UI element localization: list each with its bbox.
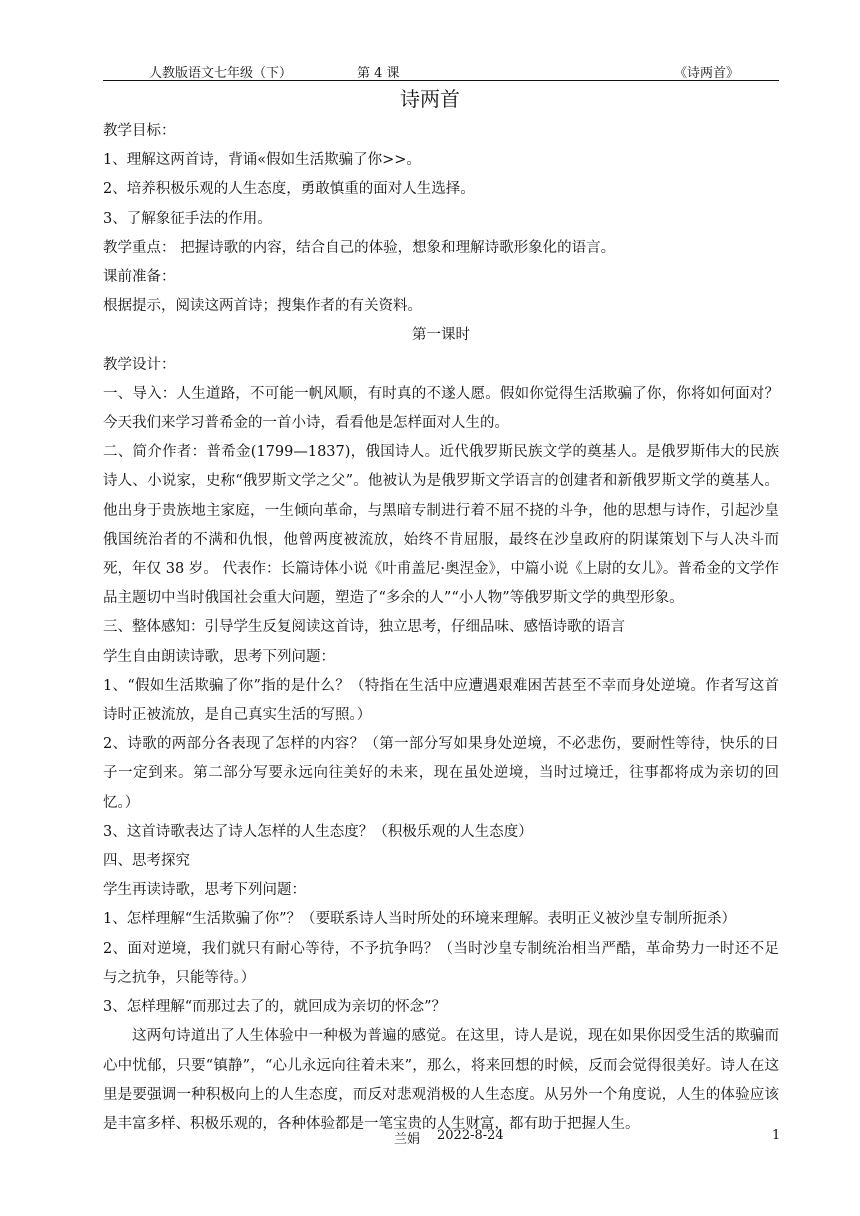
reading-instruction-2: 学生再读诗歌，思考下列问题： [103, 882, 306, 899]
page-footer [0, 1128, 860, 1148]
objective-2: 2、培养积极乐观的人生态度，勇敢慎重的面对人生选择。 [103, 181, 475, 198]
header-lesson: 第 4 课 [357, 66, 400, 81]
header-textbook: 人教版语文七年级（下） [149, 66, 293, 81]
question-1: 1、“假如生活欺骗了你”指的是什么？（特指在生活中应遭遇艰难困苦甚至不幸而身处逆境。作者写这首诗时正被流放，是自己真实生活的写照。） [103, 677, 779, 724]
lesson-period-heading: 第一课时 [412, 327, 470, 344]
reading-instruction-1: 学生自由朗读诗歌，思考下列问题： [103, 648, 335, 665]
question-3: 3、这首诗歌表达了诗人怎样的人生态度？（积极乐观的人生态度） [103, 823, 533, 840]
document-title: 诗两首 [400, 87, 460, 111]
section-overall-perception: 三、整体感知：引导学生反复阅读这首诗，独立思考，仔细品味、感悟诗歌的语言 [103, 619, 625, 636]
footer-author: 兰娟 [394, 1132, 421, 1147]
section-author-intro: 二、简介作者：普希金(1799—1837)，俄国诗人。近代俄罗斯民族文学的奠基人。是俄罗斯伟大的民族诗人、小说家，史称“俄罗斯文学之父”。他被认为是俄罗斯文学语言的创建者和新俄罗斯文学的奠基人。他出身于贵族地主家庭，一生倾向革命，与黑暗专制进行着不屈不挠的斗争，他的思想与诗作，引起沙皇俄国统治者的不满和仇恨，他曾两度被流放，始终不肯屈服，最终在沙皇政府的阴谋策划下与人决斗而死，年仅 38 岁。 代表作：长篇诗体小说《叶甫盖尼·奥涅金》，中篇小说《上尉的女儿》。普希金的文学作品主题切中当时俄国社会重大问题，塑造了“多余的人”“小人物”等俄罗斯文学的典型形象。 [103, 444, 779, 607]
question-2: 2、诗歌的两部分各表现了怎样的内容？（第一部分写如果身处逆境，不必悲伤，要耐性等待，快乐的日子一定到来。第二部分写要永远向往美好的未来，现在虽处逆境，当时过境迁，往事都将成为亲切的回忆。） [103, 736, 779, 811]
document-body [103, 117, 779, 1139]
design-heading: 教学设计： [103, 356, 176, 373]
exploration-answer-paragraph: 这两句诗道出了人生体验中一种极为普遍的感觉。在这里，诗人是说，现在如果你因受生活的欺骗而心中忧郁，只要“镇静”，“心儿永远向往着未来”，那么，将来回想的时候，反而会觉得很美好。诗人在这里是要强调一种积极向上的人生态度，而反对悲观消极的人生态度。从另外一个角度说，人生的体验应该是丰富多样、积极乐观的，各种体验都是一笔宝贵的人生财富，都有助于把握人生。 [103, 1028, 779, 1132]
objectives-heading: 教学目标： [103, 123, 176, 139]
exploration-question-1: 1、怎样理解“生活欺骗了你”？（要联系诗人当时所处的环境来理解。表明正义被沙皇专制所扼杀） [103, 911, 737, 928]
objective-3: 3、了解象征手法的作用。 [103, 210, 272, 227]
page-number: 1 [772, 1128, 781, 1143]
header-title: 《诗两首》 [673, 66, 739, 81]
objective-1: 1、理解这两首诗，背诵«假如生活欺骗了你>>。 [103, 152, 421, 169]
preparation-text: 根据提示，阅读这两首诗；搜集作者的有关资料。 [103, 298, 422, 315]
footer-date: 2022-8-24 [437, 1128, 504, 1143]
section-exploration: 四、思考探究 [103, 853, 190, 870]
teaching-focus: 教学重点： 把握诗歌的内容，结合自己的体验，想象和理解诗歌形象化的语言。 [103, 239, 616, 256]
preparation-heading: 课前准备： [103, 269, 176, 286]
section-introduction: 一、导入：人生道路，不可能一帆风顺，有时真的不遂人愿。假如你觉得生活欺骗了你，你将如何面对？今天我们来学习普希金的一首小诗，看看他是怎样面对人生的。 [103, 385, 779, 432]
exploration-question-3: 3、怎样理解“而那过去了的，就回成为亲切的怀念”？ [103, 999, 447, 1016]
exploration-question-2: 2、面对逆境，我们就只有耐心等待，不予抗争吗？（当时沙皇专制统治相当严酷，革命势力一时还不足与之抗争，只能等待。） [103, 940, 779, 986]
page-header [103, 60, 779, 81]
